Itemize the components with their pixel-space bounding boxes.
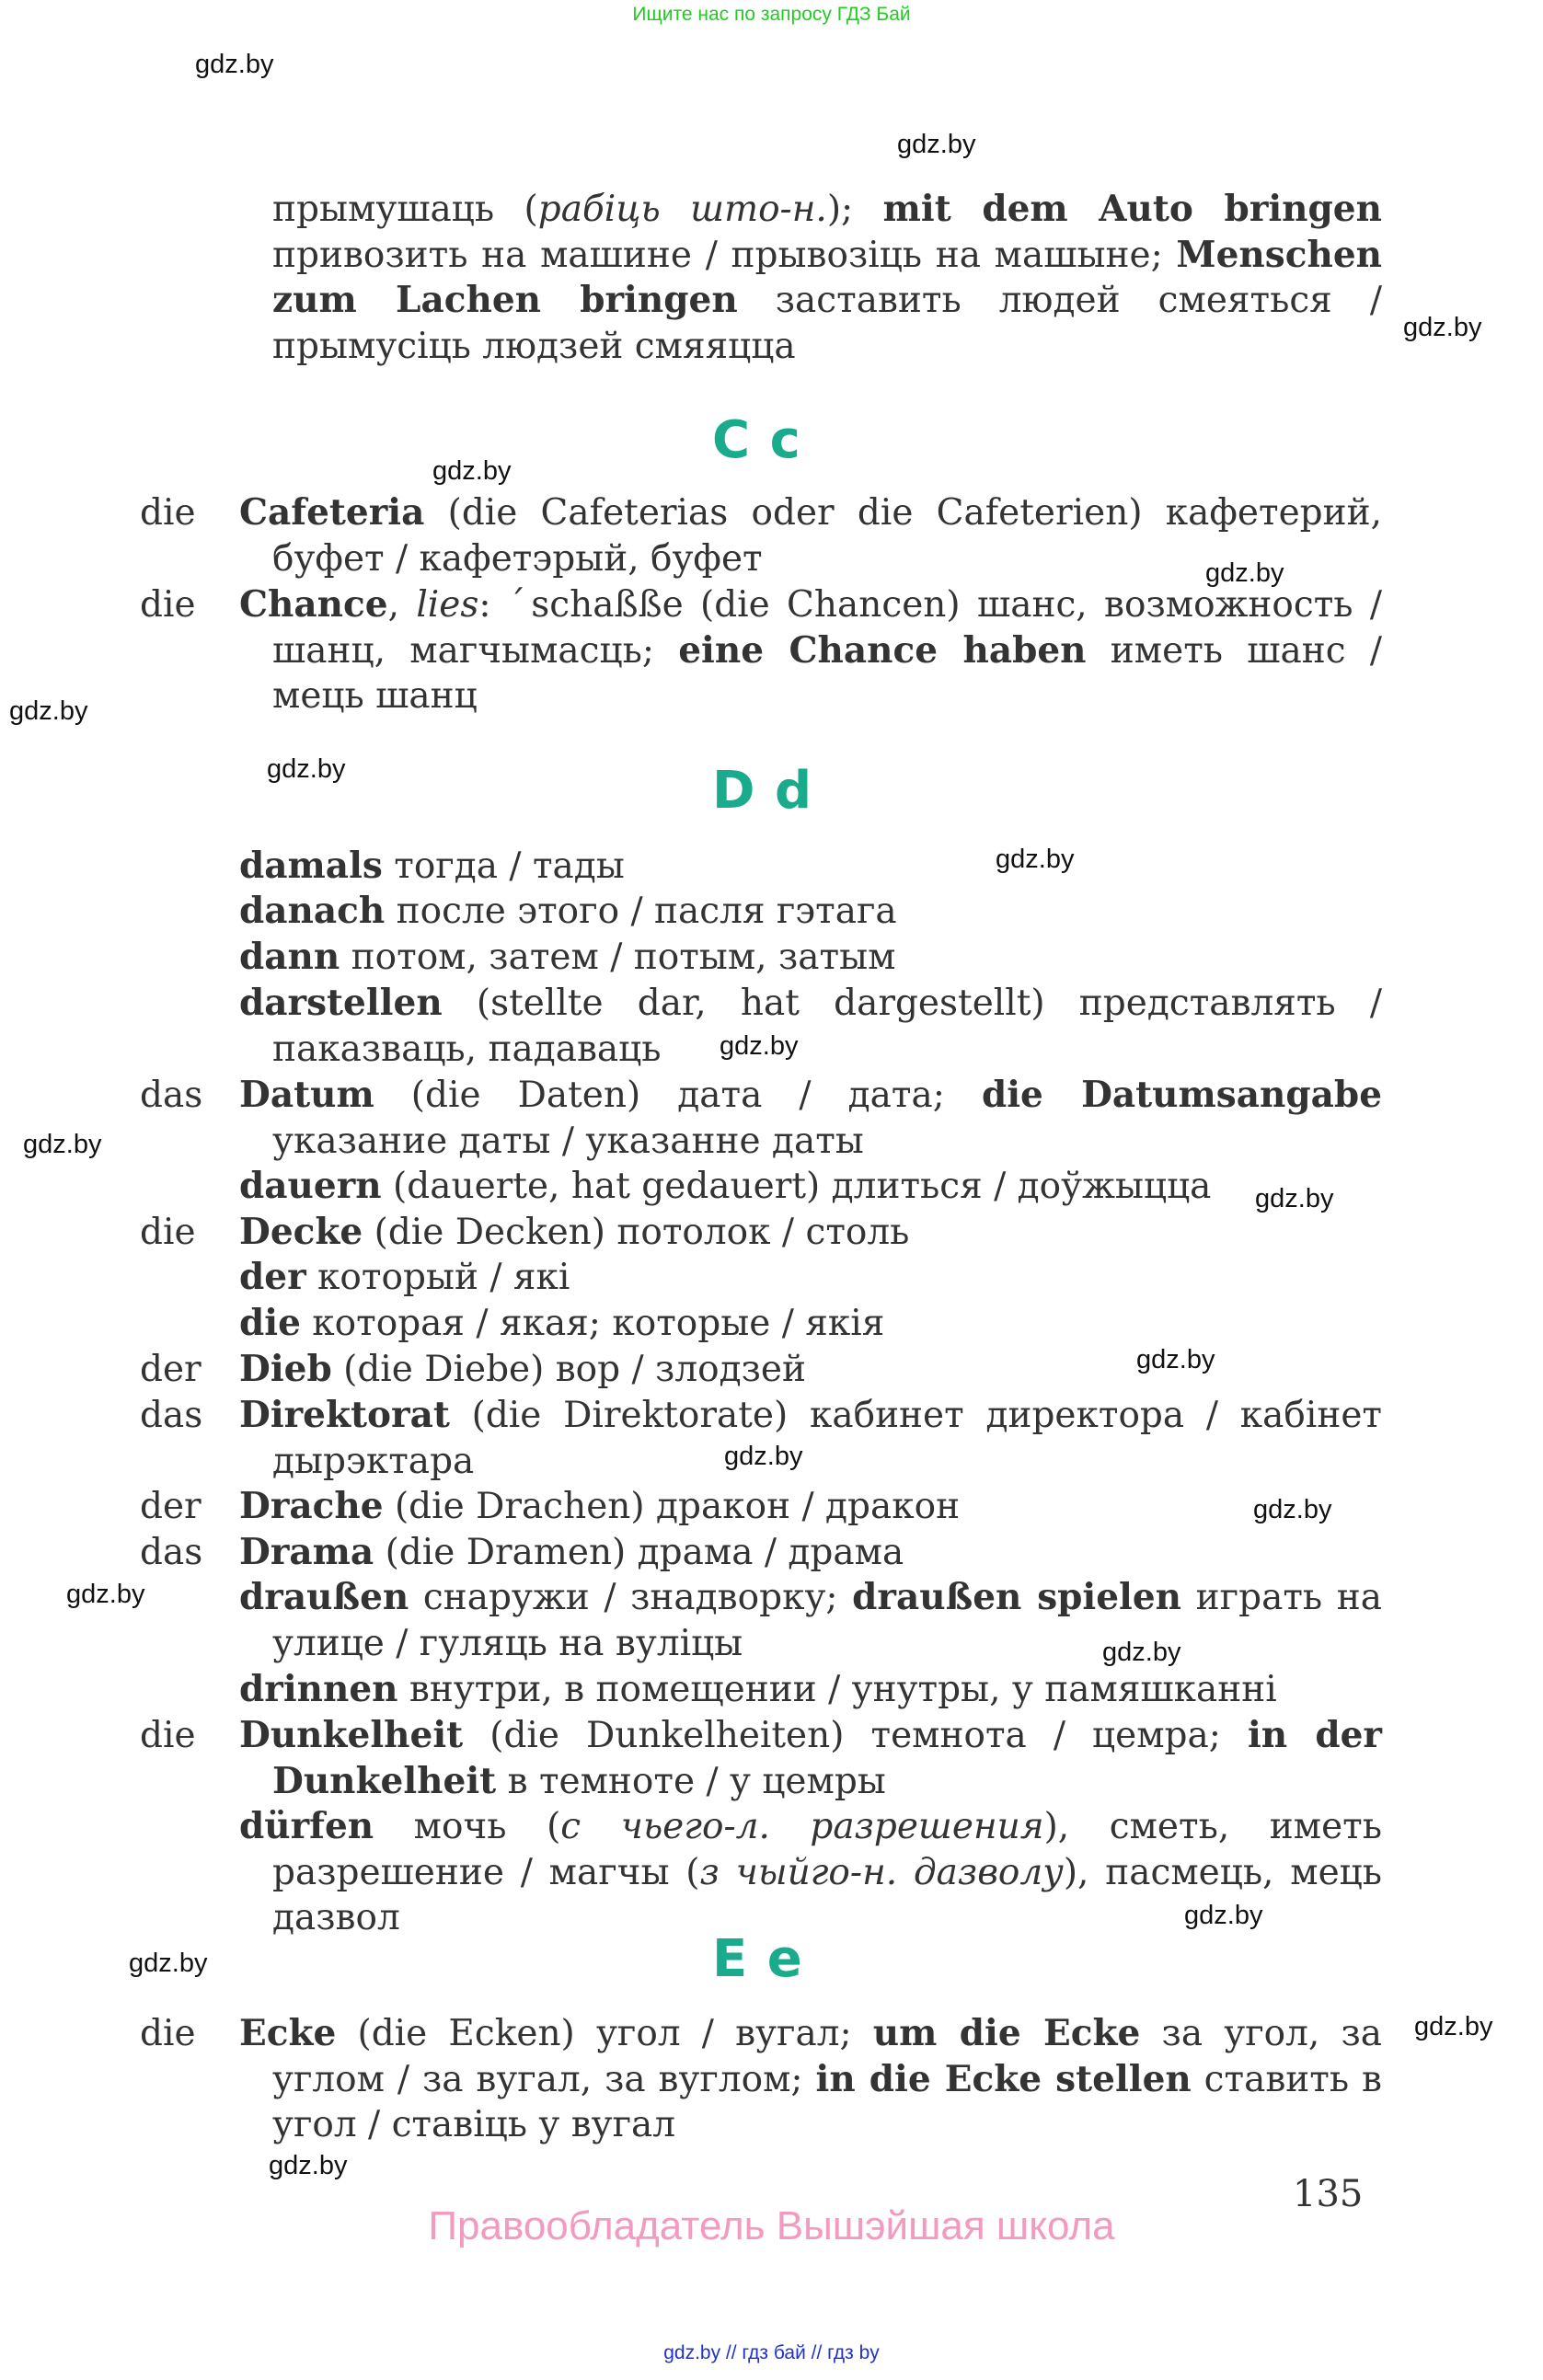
entry-article: das xyxy=(140,1075,203,1116)
watermark: gdz.by xyxy=(1403,313,1482,342)
watermark: gdz.by xyxy=(267,754,346,784)
watermark: gdz.by xyxy=(23,1130,102,1159)
dictionary-entry: darstellen (stellte dar, hat dargestellt) представлять / паказваць, падаваць xyxy=(239,982,1382,1070)
intro-continuation: прымушаць (рабіць што-н.); mit dem Auto bringen привозить на машине / прывозіць на машыне; Menschen zum Lachen bringen заставить людей смеяться / прымусіць людзей смяяцца xyxy=(272,188,1382,367)
entry-article: der xyxy=(140,1486,202,1527)
entry-article: das xyxy=(140,1532,203,1573)
dictionary-entry: danach после этого / пасля гэтага xyxy=(239,890,897,932)
dictionary-entry: der который / які xyxy=(239,1256,570,1298)
watermark: gdz.by xyxy=(1136,1345,1215,1374)
watermark: gdz.by xyxy=(66,1580,145,1609)
section-letter-e: E e xyxy=(712,1929,803,1989)
entry-article: die xyxy=(140,2013,196,2054)
dictionary-entry: die Chance, lies: ˊschaßße (die Chancen) шанс, возможность / шанц, магчымасць; eine Chance haben иметь шанс / мець шанц xyxy=(140,583,1383,717)
top-banner: Ищите нас по запросу ГДЗ Бай xyxy=(632,4,911,25)
watermark: gdz.by xyxy=(1253,1495,1332,1524)
watermark: gdz.by xyxy=(1255,1184,1334,1213)
watermark: gdz.by xyxy=(1205,558,1284,588)
watermark: gdz.by xyxy=(269,2151,348,2180)
dictionary-entry: drinnen внутри, в помещении / унутры, у памяшканні xyxy=(239,1668,1277,1710)
dictionary-entry: dann потом, затем / потым, затым xyxy=(239,936,896,978)
watermark: gdz.by xyxy=(1414,2012,1493,2041)
page-number: 135 xyxy=(1293,2173,1364,2215)
watermark: gdz.by xyxy=(724,1442,803,1471)
dictionary-entry: damals тогда / тады xyxy=(239,845,625,887)
section-letter-c: C c xyxy=(712,410,801,470)
dictionary-entry: dürfen мочь (с чьего-л. разрешения), сметь, иметь разрешение / магчы (з чыйго-н. дазволу), пасмець, мець дазвол xyxy=(239,1805,1382,1938)
dictionary-entry: die которая / якая; которые / якія xyxy=(239,1302,885,1344)
dictionary-entry: das Datum (die Daten) дата / дата; die Datumsangabe указание даты / указанне даты xyxy=(140,1074,1383,1162)
watermark: gdz.by xyxy=(9,696,88,726)
watermark: gdz.by xyxy=(1184,1901,1263,1930)
entry-article: die xyxy=(140,1715,196,1756)
footer-links[interactable]: gdz.by // гдз бай // гдз by xyxy=(663,2342,880,2363)
entry-article: die xyxy=(140,492,196,534)
dictionary-entry: der Dieb (die Diebe) вор / злодзей xyxy=(140,1347,1382,1393)
entry-article: das xyxy=(140,1395,203,1436)
dictionary-entry: die Dunkelheit (die Dunkelheiten) темнота / цемра; in der Dunkelheit в темноте / у цемры xyxy=(140,1714,1382,1802)
watermark: gdz.by xyxy=(720,1031,799,1061)
dictionary-entry: das Direktorat (die Direktorate) кабинет директора / кабінет дырэктара xyxy=(140,1394,1382,1482)
entry-article: die xyxy=(140,1212,196,1253)
entry-article: der xyxy=(140,1349,202,1390)
section-letter-d: D d xyxy=(712,761,813,821)
dictionary-entry: das Drama (die Dramen) драма / драма xyxy=(140,1530,1382,1576)
dictionary-entry: die Ecke (die Ecken) угол / вугал; um die Ecke за угол, за углом / за вугал, за вуглом; in die Ecke stellen ставить в угол / ставіць у вугал xyxy=(140,2012,1382,2145)
dictionary-entry: die Cafeteria (die Cafeterias oder die Cafeterien) кафетерий, буфет / кафетэрый, буфет xyxy=(140,491,1382,580)
dictionary-entry: die Decke (die Decken) потолок / столь xyxy=(140,1210,1382,1256)
watermark: gdz.by xyxy=(897,130,976,159)
watermark: gdz.by xyxy=(996,845,1075,874)
watermark: gdz.by xyxy=(432,456,512,486)
rights-holder: Правообладатель Вышэйшая школа xyxy=(428,2203,1115,2248)
watermark: gdz.by xyxy=(1102,1638,1181,1667)
dictionary-entry: dauern (dauerte, hat gedauert) длиться / доўжыцца xyxy=(239,1165,1212,1207)
watermark: gdz.by xyxy=(129,1949,208,1978)
dictionary-entry: der Drache (die Drachen) дракон / дракон xyxy=(140,1484,1382,1530)
watermark: gdz.by xyxy=(195,50,274,79)
dictionary-entry: draußen снаружи / знадворку; draußen spielen играть на улице / гуляць на вуліцы xyxy=(239,1576,1382,1664)
entry-article: die xyxy=(140,584,196,626)
